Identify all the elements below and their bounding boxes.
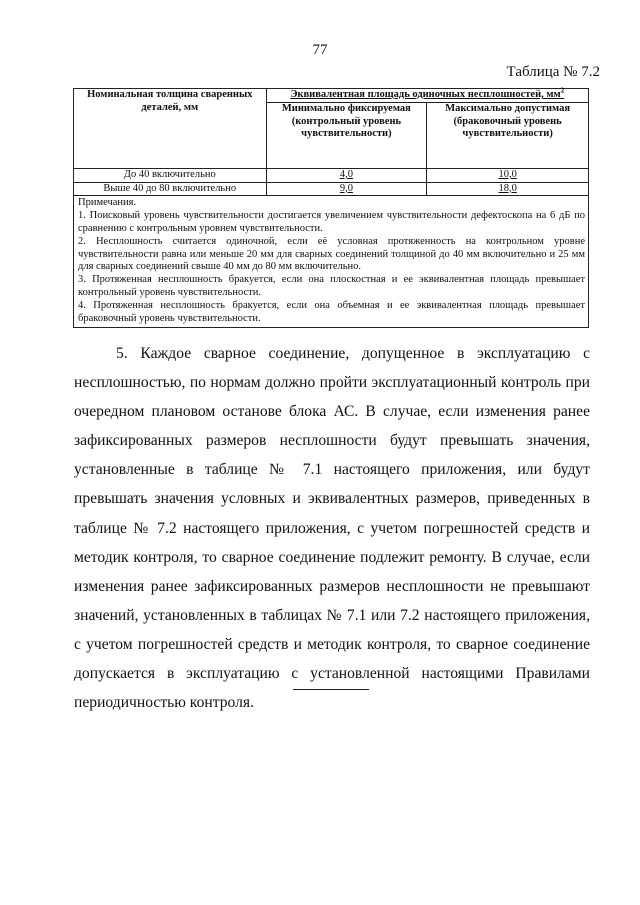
- table-row: [74, 182, 589, 196]
- thickness-cell: Выше 40 до 80 включительно: [74, 182, 267, 196]
- thickness-cell: До 40 включительно: [74, 168, 267, 182]
- note-item: 1. Поисковый уровень чувствительности достигается увеличением чувствительности дефектоскопа на 6 дБ по сравнению с контрольным уровнем чувствительности.: [78, 210, 585, 234]
- thickness-table: [73, 88, 589, 328]
- max-value-cell: 10,0: [427, 168, 589, 182]
- min-value-cell: 4,0: [266, 168, 427, 182]
- table-row: [74, 168, 589, 182]
- body-text: [74, 339, 590, 717]
- thickness-column-header: Номинальная толщина сваренных деталей, мм: [74, 89, 267, 169]
- body-paragraph: 5. Каждое сварное соединение, допущенное в эксплуатацию с несплошностью, по нормам должно пройти эксплуатационный контроль при очередном плановом останове блока АС. В случае, если изменения ранее зафиксированных размеров несплошности будут превышать значения, установленные в таблице № 7.1 настоящего приложения, или будут превышать значения условных и эквивалентных размеров, приведенных в таблице № 7.2 настоящего приложения, с учетом погрешностей средств и методик контроля, то сварное соединение подлежит ремонту. В случае, если изменения ранее зафиксированных размеров несплошности не превышают значений, установленных в таблицах № 7.1 или 7.2 настоящего приложения, с учетом погрешностей средств и методик контроля, то сварное соединение допускается в эксплуатацию с установленной настоящими Правилами периодичностью контроля.: [74, 345, 590, 712]
- table-notes: [74, 196, 589, 328]
- table-caption: Таблица № 7.2: [506, 64, 600, 80]
- notes-title: Примечания.: [78, 197, 137, 209]
- note-item: 3. Протяженная несплошность бракуется, если она плоскостная и ее эквивалентная площадь превышает контрольный уровень чувствительности.: [78, 274, 585, 298]
- min-fixed-column-header: Минимально фиксируемая (контрольный уровень чувствительности): [266, 102, 427, 168]
- page-number: 77: [312, 42, 328, 58]
- note-item: 4. Протяженная несплошность бракуется, если она объемная и ее эквивалентная площадь превышает браковочный уровень чувствительности.: [78, 299, 585, 324]
- min-value-cell: 9,0: [266, 182, 427, 196]
- max-allowed-column-header: Максимально допустимая (браковочный уровень чувствительности): [427, 102, 589, 168]
- note-item: 2. Несплошность считается одиночной, если её условная протяженность на контрольном уровне чувствительности равна или меньше 20 мм для сварных соединений толщиной до 40 мм включительно и 25 мм для сварных соединений свыше 40 мм до 80 мм включительно.: [78, 235, 585, 273]
- max-value-cell: 18,0: [427, 182, 589, 196]
- equivalent-area-group-header: Эквивалентная площадь одиночных несплошностей, $мм^2$: [266, 89, 588, 103]
- unit-superscript: 2: [560, 86, 565, 95]
- end-rule: [293, 689, 369, 690]
